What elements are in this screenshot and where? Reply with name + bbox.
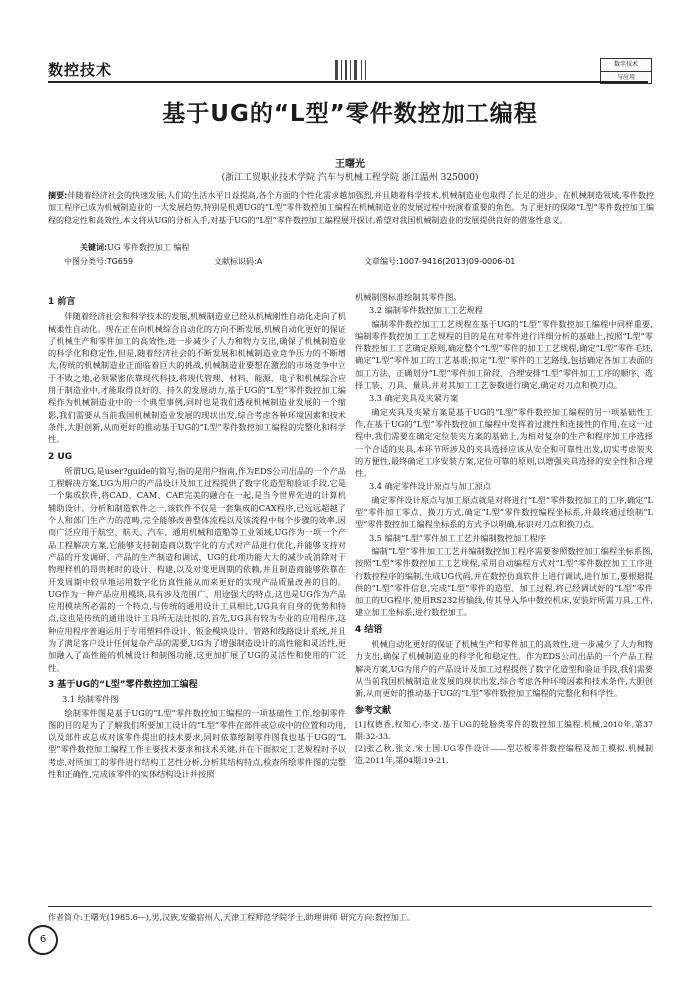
section-3-5-paragraph: 编制“L型”零件加工工艺并编制数控加工程序需要参照数控加工编程坐标系图,按照“L型”零件数控加工工艺规程,采用自动编程方式对“L型”零件数控加工工序进行数控程序的编制,生成UG代码,并在数控仿真软件上进行调试,进行加工,要根据提供的“L型”零件信息,完成“L型”零件的造型、加工过程,将已经调试好的“L型”零件加工的UG程序,使用RS232传输线,传其导入华中数控机床,安装好所需刀具,工件,建立加工坐标系,进行数控加工。: [355, 545, 653, 618]
clc-number: 中图分类号:TG659: [64, 257, 134, 266]
journal-logo-top: 数字技术: [601, 59, 651, 72]
section-4-paragraph: 机械自动化更好的保证了机械生产和零件加工的高效性,进一步减少了人力和物力支出,确保了机械制造业的科学化和稳定性。作为EDS公司出品的一个产品工程解决方案,UG为用户的产品设计及加工过程提供了数字化造型和验证手段,我们需要从当前我国机械制造业发展的现状出发,综合考虑各种环境因素和技术条件,大胆创新,从而更好的推动基于UG的“L型”零件数控加工编程的完整化和科学性。: [355, 639, 653, 699]
section-3-2-paragraph: 编制零件数控加工工艺规程在基于UG的“L型”零件数控加工编程中同样重要,编制零件数控加工工艺规程的目的是在对零件进行详细分析的基础上,按照“L型”零件数控加工工艺确定原则,确定整个“L型”零件的加工工艺规程,确定“L型”零件毛坯,确定“L型”零件加工的工艺基准;拟定“L型”零件的工艺路线,包括确定各加工表面的加工方法、正确划分“L型”零件加工阶段、合理安排“L型”零件加工工序的顺序、选择工装、刀具、量具,并对其加工工艺参数进行确定,确定对刀点和换刀点。: [355, 318, 653, 391]
section-label: 数控技术: [48, 61, 113, 79]
section-3-5-heading: 3.5 编制“L型”零件加工工艺并编制数控加工程序: [369, 532, 546, 543]
section-3-heading: 3 基于UG的“L型”零件数控加工编程: [48, 679, 198, 690]
left-column: [48, 291, 346, 780]
section-2-heading: 2 UG: [48, 451, 73, 462]
abstract-text: 伴随着经济社会的快速发展,人们的生活水平日益提高,各个方面的个性化需求越加强烈,并且随着科学技术,机械制造业也取得了长足的进步。在机械制造领域,零件数控加工程序已成为机械制造业的一大发展趋势,特别是机遇UG的“L型”零件数控加工编程在机械制造业的发展过程中扮演着重要的角色。为了更好的保障“L型”零件数控加工编程的稳定性和高效性,本文将从UG的分析入手,对基于UG的“L型”零件数控加工编程展开探讨,希望对我国机械制造业的发展提供良好的借鉴性意义。: [48, 191, 654, 225]
section-1-heading: 1 前言: [48, 297, 76, 307]
author-footnote: 作者简介:王曙光(1985.6—),男,汉族,安徽宿州人,天津工程师范学院学士,助理讲师 研究方向:数控加工。: [48, 913, 415, 922]
article-title: 基于UG的“L型”零件数控加工编程: [162, 101, 538, 127]
section-3-1-continued: 机械制图标准绘制其零件图。: [355, 292, 462, 302]
keywords: [80, 242, 189, 253]
section-3-3-paragraph: 确定夹具及夹紧方案是基于UG的“L型”零件数控加工编程的另一项基础性工作,在基于UG的“L型”零件数控加工编程中发挥着过渡性和连接性的作用,在这一过程中,我们需要在确定定位装夹方案的基础上,为相对复杂的生产和程序加工序选择一个合适的夹具,本环节所涉及的夹具选择应该从安全和可靠性出发,切实考虑装夹的方便性,最终确定工序安装方案,定位可靠的原则,以增强夹具选择的安全性和合理性。: [355, 406, 653, 479]
references-list: [355, 719, 653, 767]
reference-item: [2]张乙秋,张文,宋士国.UG零件设计——型芯板零件数控编程及加工模拟.机械制造,2011年,第04期:19-21.: [355, 743, 653, 765]
section-3-4-paragraph: 确定零件设计原点与加工原点就是对将进行“L型”零件数控加工的工序,确定“L型”零件加工零点、换刀方式,确定“L型”零件数控编程坐标系,并最终通过绘制“L型”零件数控加工编程坐标系的方式予以明确,标识对刀点和换刀点。: [355, 494, 653, 530]
keywords-text: UG 零件数控加工 编程: [107, 243, 190, 252]
section-2-paragraph: 所谓UG,是user?guide的简写,指的是用户指南,作为EDS公司出品的一个产品工程解决方案,UG为用户的产品设计及加工过程提供了数字化造型和验证手段,它是一个集成软件,将CAD、CAM、CAE完美的融合在一起,是当今世界先进的计算机辅助设计、分析和制造软件之一,该软件不仅是一套集成的CAX程序,已远远超越了个人和部门生产力的范畴,完全能够改善整体流程以及该流程中每个步骤的效率,因而广泛应用于航空、航天、汽车、通用机械和造船等工业领域,UG作为一项一个产品工程解决方案,它能够支持制造商以数字化的方式对产品进行优化,并能够支持对产品的开发调研、产品的生产制造和调试、UG的此项功能大大的减少或消除对于物理样机的昂贵耗时的设计、构建,以及对变更周期的依赖,并且制造商能够依靠在开发周期中较早地运用数字化仿真性能从而来更好的实现产品质量改善的目的。UG作为一种产品应用模块,具有涉及范围广、用途强大的特点,这也是UG作为产品应用模块所必需的一个特点,与传统的通用设计工具相比,UG具有自身的优势和特点,这也是传统的通用设计工具所无法比拟的,首先,UG具有较为专业的应用程序,这种应用程序普遍运用于专用塑料件设计、钣金模块设计、管路和线路设计系统,并且为了满足客户设计任何复杂产品的需要,UG为了增强制造设计的高性能和灵活性,更加融入了高性能的机械设计和制图功能,这更加扩展了UG的灵活性和使用的广泛性。: [48, 465, 346, 673]
article-number: 文章编号:1007-9416(2013)09-0006-01: [364, 257, 516, 266]
references-heading: 参考文献: [355, 705, 392, 716]
section-3-4-heading: 3.4 确定零件设计原点与加工原点: [369, 481, 492, 492]
page-number-badge: [28, 925, 58, 955]
journal-logo-bottom: 与应用: [616, 74, 635, 81]
page-header: [0, 0, 700, 90]
reference-item: [1]权德香,权知心,李文.基于UG的轮胎类零件的数控加工编程.机械,2010年,第37期:32-33.: [355, 719, 653, 741]
header-rule: [48, 81, 648, 83]
author: 王曙光: [335, 159, 365, 170]
section-4-heading: 4 结语: [355, 624, 383, 635]
document-code: 文献标识码:A: [214, 257, 263, 266]
keywords-label: 关键词:: [80, 243, 108, 252]
abstract-label: 摘要:: [48, 191, 68, 200]
section-1-paragraph: 伴随着经济社会和科学技术的发展,机械制造业已经从机械刚性自动化走向了机械柔性自动化。现在正在向机械综合自动化的方向不断发展,机械自动化更好的保证了机械生产和零件加工的高效性,进一步减少了人力和物力支出,确保了机械制造业的科学化和稳定性,但是,随着经济社会的不断发展和机械制造业竞争压力的不断增大,传统的机械制造业正面临着巨大的挑战,机械制造业要想在激烈的市场竞争中立于不败之地,必须紧密依靠现代科技,将现代管理、材料、能源、电子和机械综合应用于制造业中,才能取得良好的、持久的发展动力,基于UG的“L型”零件数控加工编程作为机械制造业中的一个典型事例,同时也是我们透视机械制造业发展的一个缩影,我们需要从当前我国机械制造业发展的现状出发,综合考虑各种环境因素和技术条件,大胆创新,从而更好的推动基于UG的“L型”零件数控加工编程的完整化和科学性。: [48, 311, 346, 445]
abstract: [48, 190, 654, 227]
footnote-rule: [48, 906, 652, 907]
page-number: 6: [39, 934, 47, 945]
section-3-1-heading: 3.1 绘制零件图: [62, 694, 119, 705]
right-column: [355, 291, 653, 767]
affiliation: (浙江工贸职业技术学院 汽车与机械工程学院 浙江温州 325000): [221, 173, 479, 183]
section-3-2-heading: 3.2 编制零件数控加工工艺规程: [369, 305, 483, 316]
section-3-3-heading: 3.3 确定夹具及夹紧方案: [369, 393, 459, 404]
section-3-1-paragraph: 绘制零件图是基于UG的“L型”零件数控加工编程的一项基础性工作,绘制零件图的目的是为了了解我们所要加工设计的“L型”零件在部件或总成中的位置和功用,以及部件或总成对该零件提出的技术要求,同时依靠绘制零件图我也基于UG的“L型”零件数控加工编程工作主要技术要求和技术关键,并在下面拟定工艺规程时予以考虑,对所加工的零件进行结构工艺性分析,分析其结构特点,检查所绘零件图的完整性和正确性,完成该零件的实体结构设计并按照: [48, 707, 346, 779]
